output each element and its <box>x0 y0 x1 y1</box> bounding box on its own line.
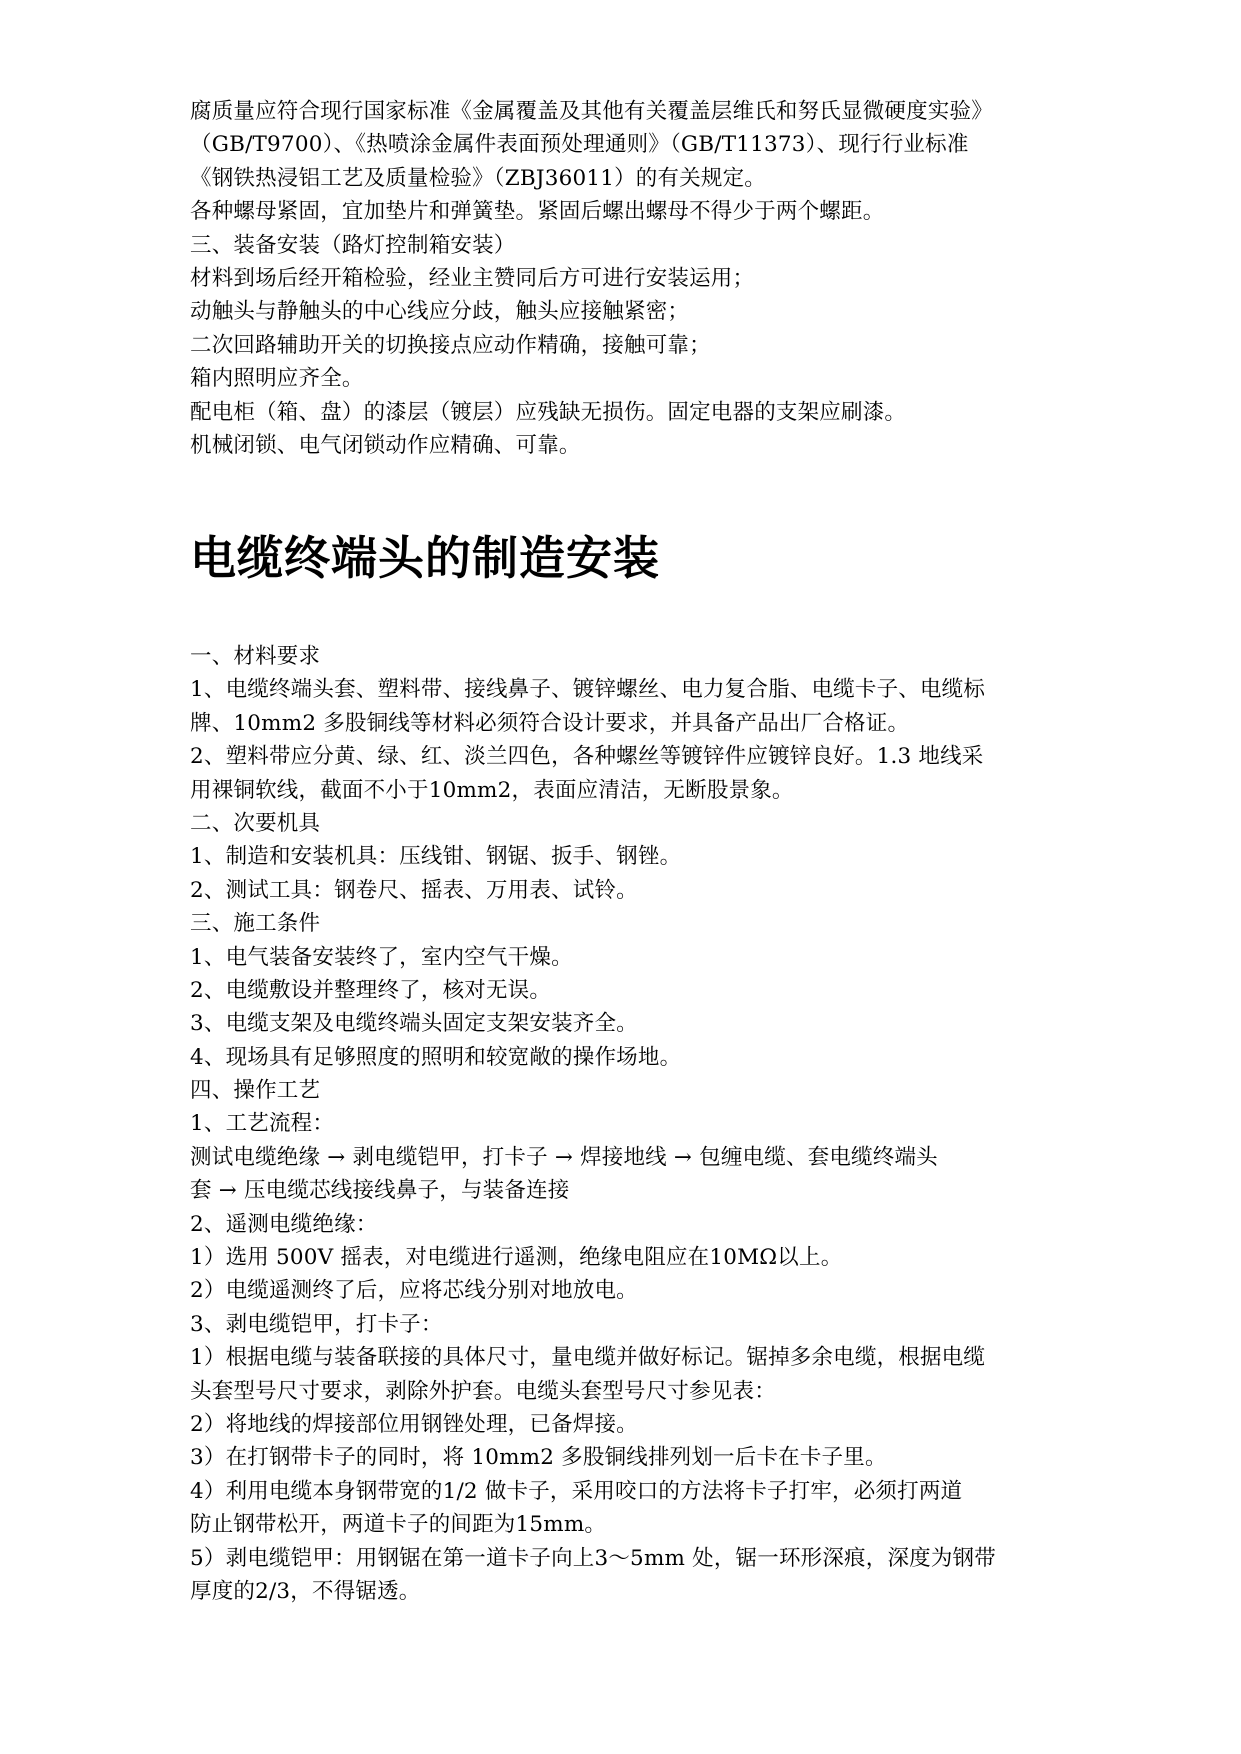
paragraph-line: 防止钢带松开，两道卡子的间距为15mm。 <box>190 1512 607 1538</box>
paragraph-line: 1、电气装备安装终了，室内空气干燥。 <box>190 944 573 970</box>
paragraph-line: 牌、10mm2 多股铜线等材料必须符合设计要求，并具备产品出厂合格证。 <box>190 710 910 736</box>
paragraph-line: 4）利用电缆本身钢带宽的1/2 做卡子，采用咬口的方法将卡子打牢，必须打两道 <box>190 1478 963 1504</box>
paragraph-line: 2）将地线的焊接部位用钢锉处理，已备焊接。 <box>190 1411 638 1437</box>
paragraph-line: 头套型号尺寸要求，剥除外护套。电缆头套型号尺寸参见表： <box>190 1378 776 1404</box>
paragraph-line: 2）电缆遥测终了后，应将芯线分别对地放电。 <box>190 1278 638 1304</box>
paragraph-line: 2、测试工具：钢卷尺、摇表、万用表、试铃。 <box>190 877 638 903</box>
paragraph-line: 3）在打钢带卡子的同时，将 10mm2 多股铜线排列划一后卡在卡子里。 <box>190 1445 887 1471</box>
paragraph-line: 用裸铜软线，截面不小于10mm2，表面应清洁，无断股景象。 <box>190 777 794 803</box>
paragraph-line: 1）选用 500V 摇表，对电缆进行遥测，绝缘电阻应在10MΩ以上。 <box>190 1245 843 1271</box>
section-subheading: 一、材料要求 <box>190 644 321 669</box>
paragraph-line: 3、电缆支架及电缆终端头固定支架安装齐全。 <box>190 1011 638 1037</box>
section-subheading: 三、装备安装（路灯控制箱安装） <box>190 232 516 258</box>
paragraph-line: 腐质量应符合现行国家标准《金属覆盖及其他有关覆盖层维氏和努氏显微硬度实验》 <box>190 99 993 124</box>
paragraph-line: 动触头与静触头的中心线应分歧，触头应接触紧密； <box>190 299 690 325</box>
top-text-block <box>190 95 1080 462</box>
paragraph-line: 4、现场具有足够照度的照明和较宽敞的操作场地。 <box>190 1044 682 1070</box>
section-subheading: 二、次要机具 <box>190 810 321 836</box>
paragraph-line: 套 → 压电缆芯线接线鼻子，与装备连接 <box>190 1178 570 1204</box>
paragraph-line: 二次回路辅助开关的切换接点应动作精确，接触可靠； <box>190 332 711 358</box>
paragraph-line: 3、剥电缆铠甲，打卡子： <box>190 1311 443 1337</box>
paragraph-line: 1、电缆终端头套、塑料带、接线鼻子、镀锌螺丝、电力复合脂、电缆卡子、电缆标 <box>190 677 986 703</box>
paragraph-line: 各种螺母紧固，宜加垫片和弹簧垫。紧固后螺出螺母不得少于两个螺距。 <box>190 199 885 225</box>
paragraph-line: 2、电缆敷设并整理终了，核对无误。 <box>190 977 552 1003</box>
paragraph-line: 5）剥电缆铠甲：用钢锯在第一道卡子向上3～5mm 处，锯一环形深痕，深度为钢带 <box>190 1545 996 1571</box>
bottom-text-block <box>190 640 1080 1608</box>
section-subheading: 三、施工条件 <box>190 911 321 937</box>
paragraph-line: 配电柜（箱、盘）的漆层（镀层）应残缺无损伤。固定电器的支架应刷漆。 <box>190 399 907 425</box>
paragraph-line: 1、工艺流程： <box>190 1111 335 1137</box>
paragraph-line: 2、塑料带应分黄、绿、红、淡兰四色，各种螺丝等镀锌件应镀锌良好。1.3 地线采 <box>190 744 984 770</box>
paragraph-line: 材料到场后经开箱检验，经业主赞同后方可进行安装运用； <box>190 265 755 291</box>
paragraph-line: 2、遥测电缆绝缘： <box>190 1211 378 1237</box>
paragraph-line: 厚度的2/3，不得锯透。 <box>190 1578 421 1604</box>
paragraph-line: （GB/T9700）、《热喷涂金属件表面预处理通则》（GB/T11373）、现行行业标准 <box>190 132 969 158</box>
paragraph-line: 测试电缆绝缘 → 剥电缆铠甲，打卡子 → 焊接地线 → 包缠电缆、套电缆终端头 <box>190 1144 938 1170</box>
paragraph-line: 箱内照明应齐全。 <box>190 366 364 392</box>
paragraph-line: 1、制造和安装机具：压线钳、钢锯、扳手、钢锉。 <box>190 844 682 870</box>
section-heading: 电缆终端头的制造安装 <box>190 531 660 585</box>
paragraph-line: 《钢铁热浸铝工艺及质量检验》（ZBJ36011）的有关规定。 <box>190 165 767 191</box>
section-subheading: 四、操作工艺 <box>190 1078 321 1104</box>
paragraph-line: 机械闭锁、电气闭锁动作应精确、可靠。 <box>190 432 581 458</box>
paragraph-line: 1）根据电缆与装备联接的具体尺寸，量电缆并做好标记。锯掉多余电缆，根据电缆 <box>190 1345 986 1371</box>
